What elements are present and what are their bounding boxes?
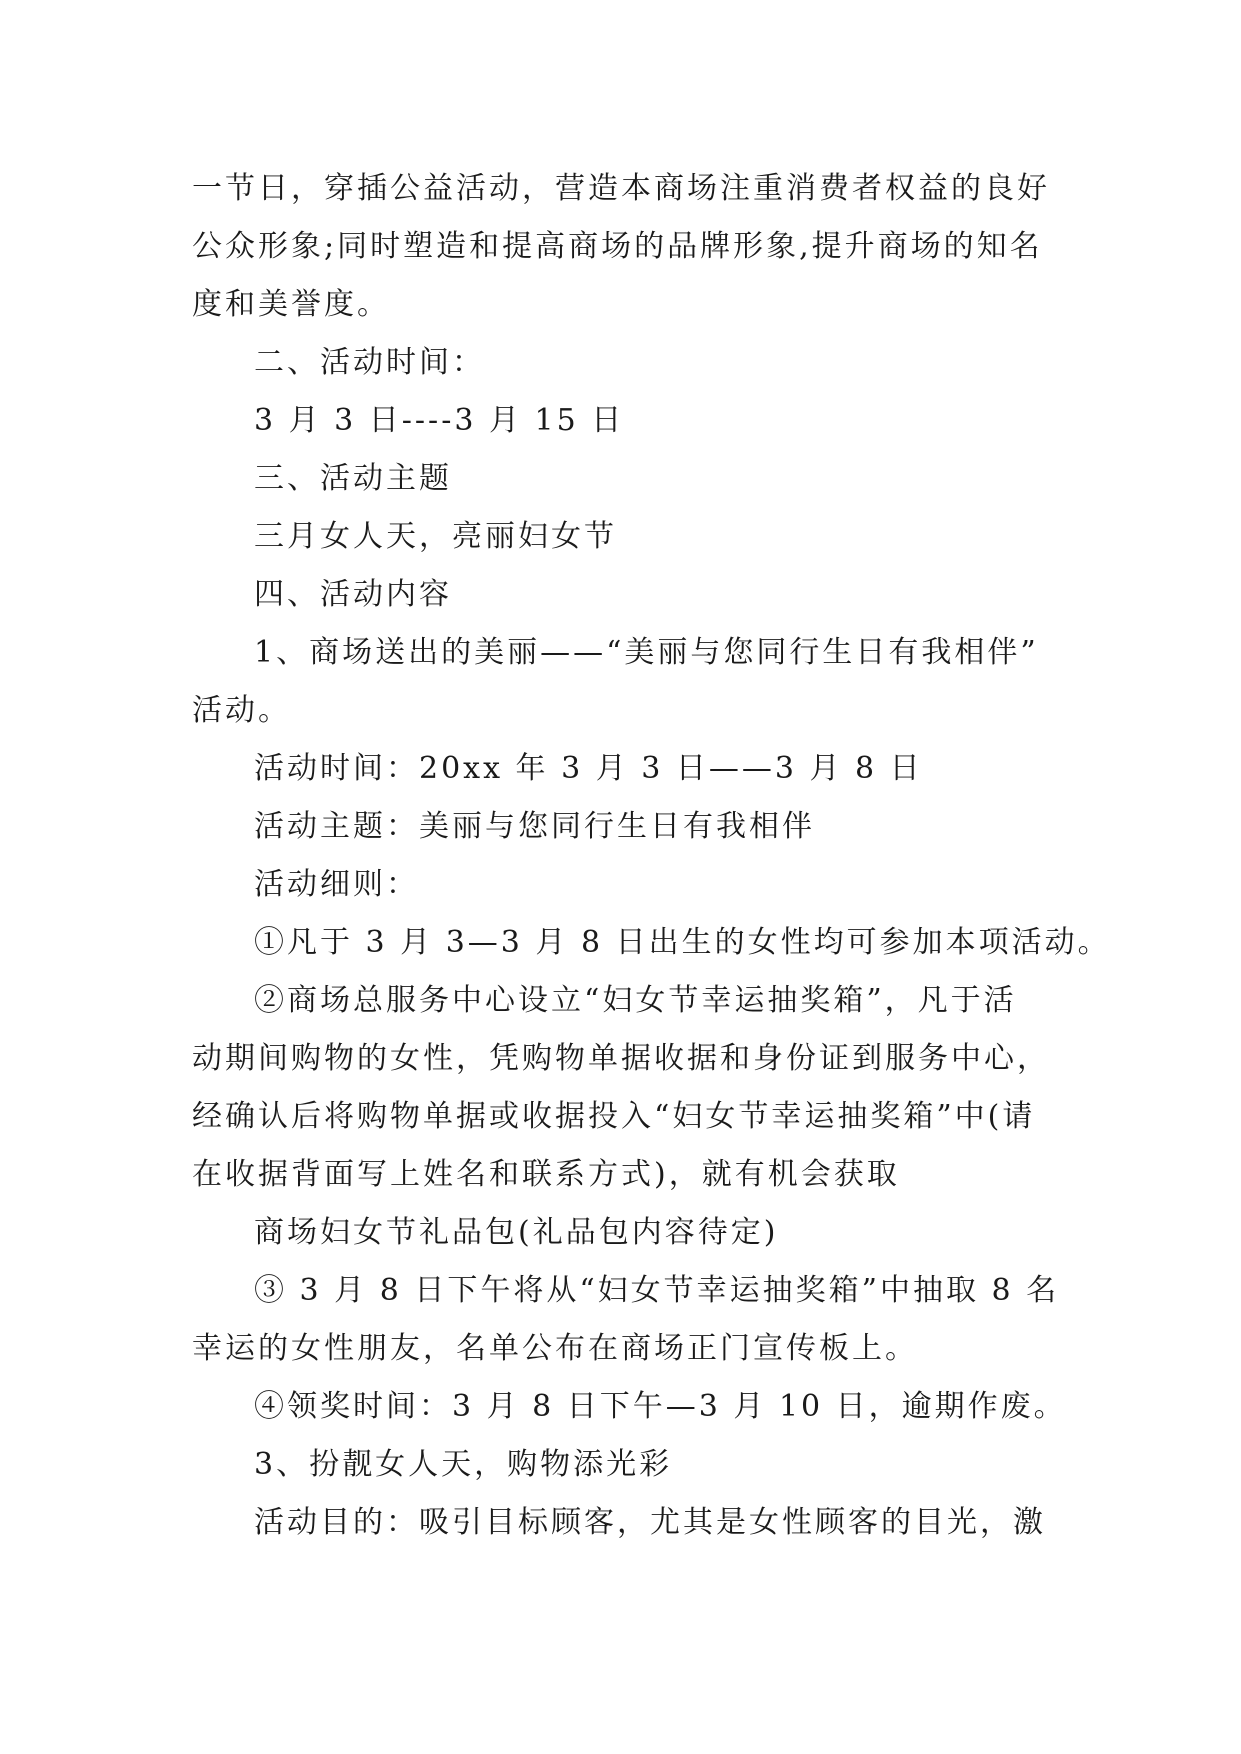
text-line: ④领奖时间：3 月 8 日下午—3 月 10 日，逾期作废。 <box>254 1389 1067 1424</box>
text-line: 商场妇女节礼品包(礼品包内容待定) <box>254 1215 779 1250</box>
text-line: 活动细则： <box>254 867 419 902</box>
text-line: 1、商场送出的美丽——“美丽与您同行生日有我相伴” <box>254 635 1039 670</box>
text-line: ③ 3 月 8 日下午将从“妇女节幸运抽奖箱”中抽取 8 名 <box>254 1273 1060 1308</box>
text-line: 活动主题：美丽与您同行生日有我相伴 <box>254 809 815 844</box>
section-heading-time: 二、活动时间： <box>254 345 485 380</box>
text-line: 动期间购物的女性，凭购物单据收据和身份证到服务中心， <box>192 1041 1050 1076</box>
text-line: 三月女人天，亮丽妇女节 <box>254 519 617 554</box>
text-line: 度和美誉度。 <box>192 287 390 322</box>
text-line: 活动目的：吸引目标顾客，尤其是女性顾客的目光，激 <box>254 1505 1046 1540</box>
text-line: 3、扮靓女人天，购物添光彩 <box>254 1447 673 1482</box>
text-line: ②商场总服务中心设立“妇女节幸运抽奖箱”，凡于活 <box>254 983 1017 1018</box>
text-line: 幸运的女性朋友，名单公布在商场正门宣传板上。 <box>192 1331 918 1366</box>
text-line: 经确认后将购物单据或收据投入“妇女节幸运抽奖箱”中(请 <box>192 1099 1036 1134</box>
section-heading-theme: 三、活动主题 <box>254 461 452 496</box>
text-line: 3 月 3 日----3 月 15 日 <box>254 403 625 438</box>
section-heading-content: 四、活动内容 <box>254 577 452 612</box>
text-line: 公众形象;同时塑造和提高商场的品牌形象,提升商场的知名 <box>192 229 1043 264</box>
text-line: 活动时间：20xx 年 3 月 3 日——3 月 8 日 <box>254 751 923 786</box>
text-line: ①凡于 3 月 3—3 月 8 日出生的女性均可参加本项活动。 <box>254 925 1111 960</box>
text-line: 在收据背面写上姓名和联系方式)，就有机会获取 <box>192 1157 900 1192</box>
text-line: 活动。 <box>192 693 291 728</box>
text-line: 一节日，穿插公益活动，营造本商场注重消费者权益的良好 <box>192 171 1050 206</box>
document-page <box>192 160 1111 1552</box>
